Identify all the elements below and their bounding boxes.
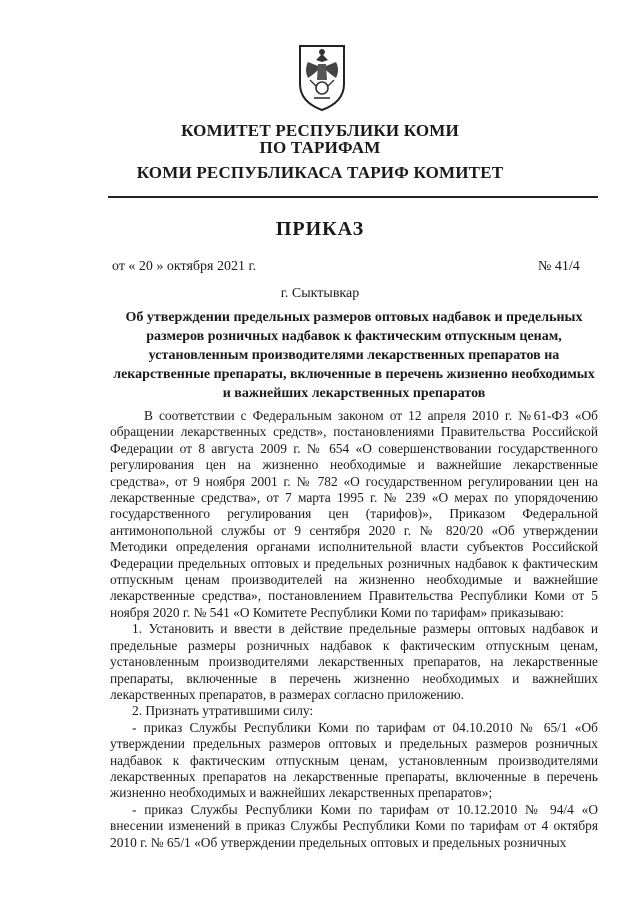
- committee-name-ru-line2: ПО ТАРИФАМ: [259, 138, 381, 157]
- order-city: г. Сыктывкар: [280, 286, 360, 301]
- preamble-paragraph: В соответствии с Федеральным законом от 12 апреля 2010 г. №61-ФЗ «Об обращении лекарственных средств», постановлениями Правительства Российской Федерации от 8 августа 2009 г. № 654 «О совершенствовании государственного регулирования цен на жизненно необходимые и важнейшие лекарственные средства», от 9 ноября 2001 г. № 782 «О государственном регулировании цен на лекарственные средства», от 7 марта 1995 г. № 239 «О мерах по упорядочению государственного регулирования цен (тарифов)», Приказом Федеральной антимонопольной службы от 9 сентября 2020 г. № 820/20 «Об утверждении Методики определения органами исполнительной власти субъектов Российской Федерации предельных оптовых и предельных розничных надбавок к фактическим отпускным ценам производителей на жизненно необходимые и важнейшие лекарственные средства», постановлением Правительства Республики Коми от 5 ноября 2020 г. № 541 «О Комитете Республики Коми по тарифам» приказываю:: [110, 408, 598, 620]
- clause-2-item-b: - приказ Службы Республики Коми по тарифам от 10.12.2010 № 94/4 «О внесении изменений в приказ Службы Республики Коми по тарифам от 4 октября 2010 г. № 65/1 «Об утверждении предельных оптовых и предельных розничных: [110, 801, 598, 850]
- order-date: от « 20 » октября 2021 г.: [112, 259, 257, 274]
- committee-name-ru-line1: КОМИТЕТ РЕСПУБЛИКИ КОМИ: [181, 121, 459, 140]
- komi-coat-of-arms-icon: [296, 40, 348, 112]
- clause-1: 1. Установить и ввести в действие предельные размеры оптовых надбавок и предельные размеры розничных надбавок к фактическим отпускным ценам, установленным производителями лекарственных препаратов, на лекарственные препараты, включенные в перечень жизненно необходимых и важнейших лекарственных препаратов, в размерах согласно приложению.: [110, 621, 598, 702]
- order-subject: Об утверждении предельных размеров оптовых надбавок и предельных размеров розничных надбавок к фактическим отпускным ценам, установленным производителями лекарственных препаратов на лекарственные препараты, включенные в перечень жизненно необходимых и важнейших лекарственных препаратов: [113, 310, 595, 401]
- clause-2-item-a: - приказ Службы Республики Коми по тарифам от 04.10.2010 № 65/1 «Об утверждении предельных размеров оптовых и предельных размеров розничных надбавок к фактическим отпускным ценам, установленным производителями лекарственных препаратов на лекарственные препараты, включенные в перечень жизненно необходимых и важнейших лекарственных препаратов»;: [110, 719, 598, 801]
- document-title: ПРИКАЗ: [275, 218, 365, 240]
- clause-2: 2. Признать утратившими силу:: [132, 703, 314, 719]
- order-number: № 41/4: [538, 259, 580, 274]
- committee-name-komi: КОМИ РЕСПУБЛИКАСА ТАРИФ КОМИТЕТ: [136, 163, 504, 182]
- order-body: [110, 408, 598, 851]
- header-divider: [108, 196, 598, 198]
